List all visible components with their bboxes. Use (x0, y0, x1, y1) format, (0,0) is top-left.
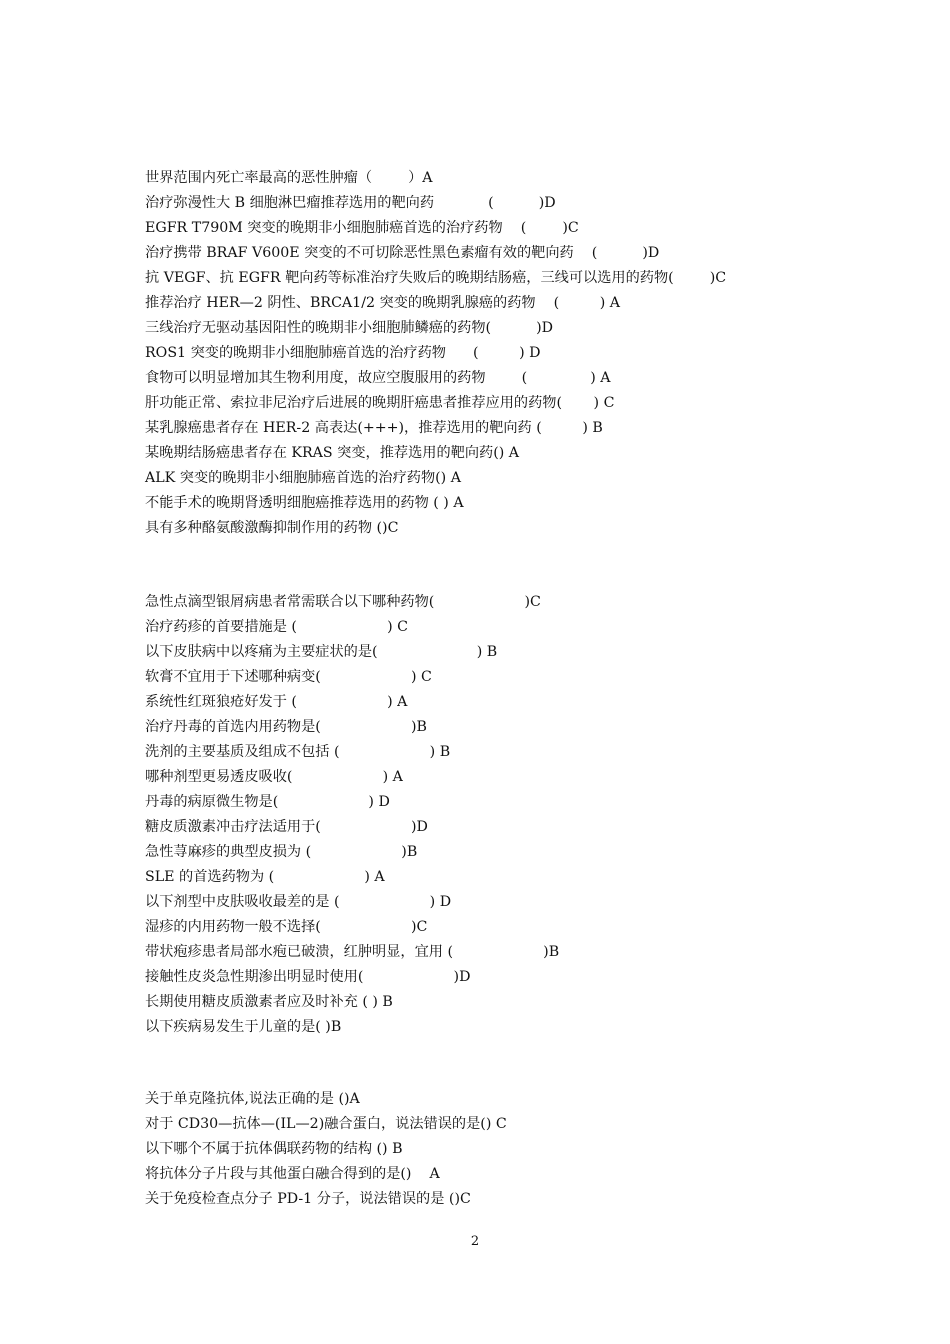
question-line: 某晚期结肠癌患者存在 KRAS 突变，推荐选用的靶向药() A (145, 445, 520, 461)
question-line: 以下疾病易发生于儿童的是( )B (145, 1019, 342, 1035)
question-line: 以下剂型中皮肤吸收最差的是 ( ) D (145, 894, 452, 910)
question-line: 软膏不宜用于下述哪种病变( ) C (145, 669, 432, 685)
question-line: 治疗药疹的首要措施是 ( ) C (145, 619, 409, 635)
question-line: 抗 VEGF、抗 EGFR 靶向药等标准治疗失败后的晚期结肠癌，三线可以选用的药物( )C (145, 270, 727, 286)
question-line: EGFR T790M 突变的晚期非小细胞肺癌首选的治疗药物 ( )C (145, 220, 579, 236)
question-line: 关于免疫检查点分子 PD-1 分子，说法错误的是 ()C (145, 1191, 471, 1207)
question-line: 以下哪个不属于抗体偶联药物的结构 () B (145, 1141, 403, 1157)
question-line: 丹毒的病原微生物是( ) D (145, 794, 390, 810)
question-line: 湿疹的内用药物一般不选择( )C (145, 919, 428, 935)
question-line: 治疗弥漫性大 B 细胞淋巴瘤推荐选用的靶向药 ( )D (145, 195, 556, 211)
question-line: 将抗体分子片段与其他蛋白融合得到的是() A (145, 1166, 440, 1182)
question-line: 带状疱疹患者局部水疱已破溃，红肿明显，宜用 ( )B (145, 944, 560, 960)
page-number: 2 (470, 1234, 480, 1249)
question-line: 关于单克隆抗体,说法正确的是 ()A (145, 1091, 360, 1107)
question-line: 洗剂的主要基质及组成不包括 ( ) B (145, 744, 451, 760)
question-line: 糖皮质激素冲击疗法适用于( )D (145, 819, 428, 835)
question-line: 接触性皮炎急性期渗出明显时使用( )D (145, 969, 471, 985)
question-line: 某乳腺癌患者存在 HER-2 高表达(+++)，推荐选用的靶向药 ( ) B (145, 420, 603, 436)
question-line: 急性荨麻疹的典型皮损为 ( )B (145, 844, 418, 860)
question-line: 治疗丹毒的首选内用药物是( )B (145, 719, 427, 735)
question-line: 食物可以明显增加其生物利用度，故应空腹服用的药物 ( ) A (145, 370, 611, 386)
question-line: 肝功能正常、索拉非尼治疗后进展的晚期肝癌患者推荐应用的药物( ) C (145, 395, 615, 411)
question-section-dermatology (145, 590, 865, 1040)
question-line: 治疗携带 BRAF V600E 突变的不可切除恶性黑色素瘤有效的靶向药 ( )D (145, 245, 660, 261)
question-line: 长期使用糖皮质激素者应及时补充 ( ) B (145, 994, 393, 1010)
question-line: 世界范围内死亡率最高的恶性肿瘤（ ）A (145, 170, 433, 186)
question-line: 三线治疗无驱动基因阳性的晚期非小细胞肺鳞癌的药物( )D (145, 320, 554, 336)
question-line: ALK 突变的晚期非小细胞肺癌首选的治疗药物() A (145, 470, 461, 486)
question-line: SLE 的首选药物为 ( ) A (145, 869, 385, 885)
question-line: 推荐治疗 HER—2 阴性、BRCA1/2 突变的晚期乳腺癌的药物 ( ) A (145, 295, 621, 311)
question-line: 系统性红斑狼疮好发于 ( ) A (145, 694, 408, 710)
question-section-oncology (145, 166, 865, 541)
question-line: 对于 CD30—抗体—(IL—2)融合蛋白，说法错误的是() C (145, 1116, 507, 1132)
question-line: 以下皮肤病中以疼痛为主要症状的是( ) B (145, 644, 498, 660)
question-section-antibodies (145, 1087, 865, 1212)
question-line: 哪种剂型更易透皮吸收( ) A (145, 769, 403, 785)
question-line: 不能手术的晚期肾透明细胞癌推荐选用的药物 ( ) A (145, 495, 464, 511)
question-line: 急性点滴型银屑病患者常需联合以下哪种药物( )C (145, 594, 541, 610)
question-line: ROS1 突变的晚期非小细胞肺癌首选的治疗药物 ( ) D (145, 345, 541, 361)
question-line: 具有多种酪氨酸激酶抑制作用的药物 ()C (145, 520, 399, 536)
